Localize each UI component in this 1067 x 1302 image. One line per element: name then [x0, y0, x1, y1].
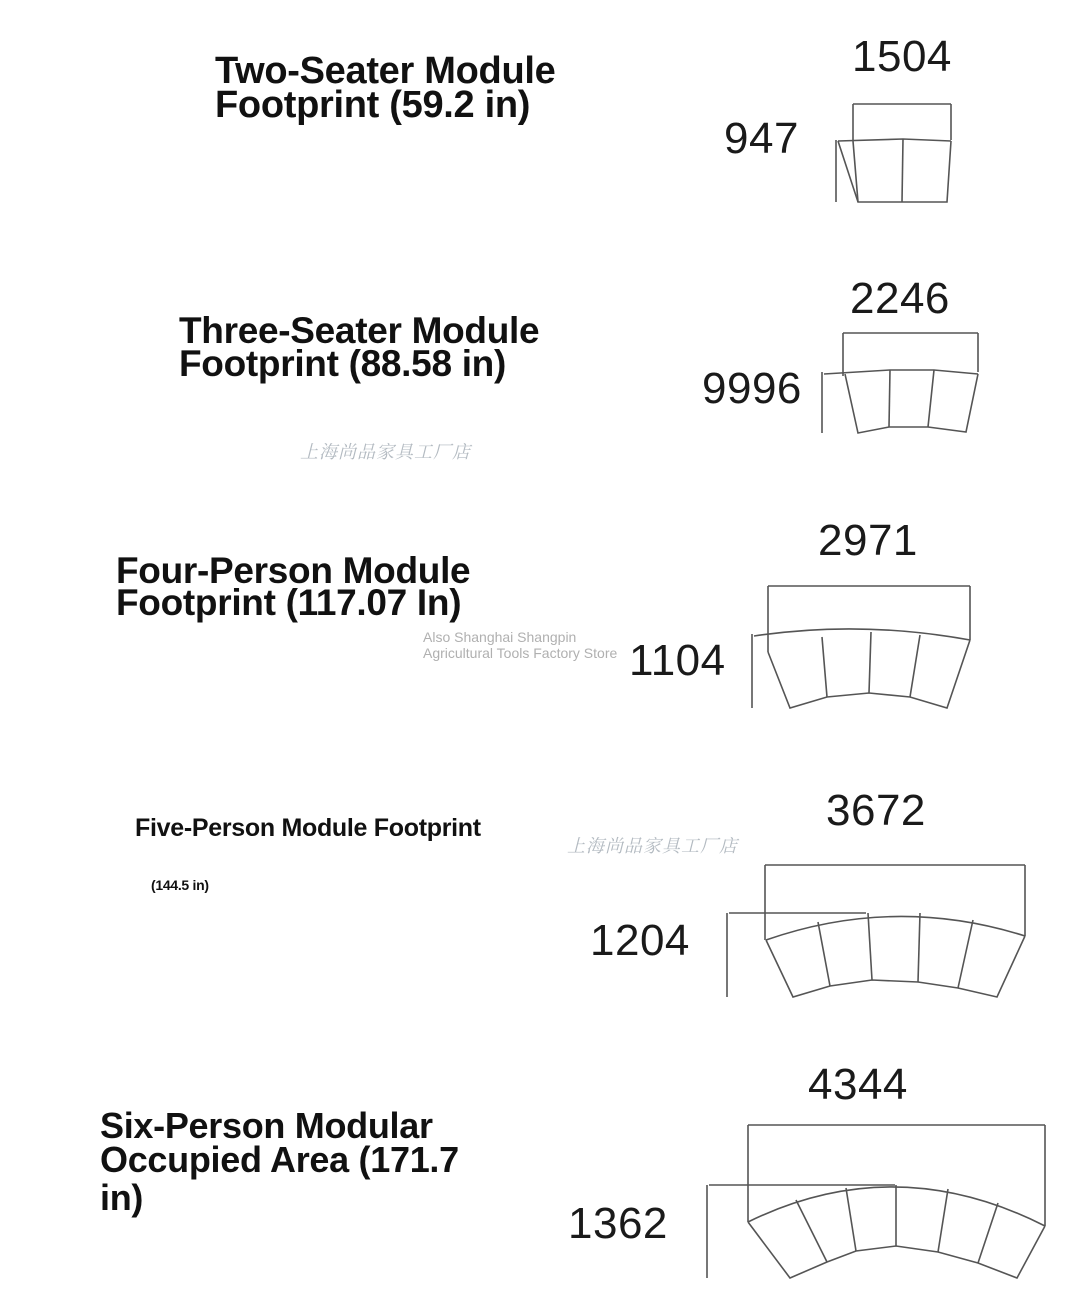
width-dimension-label: 3672 — [826, 786, 926, 835]
title-line: Footprint (117.07 In) — [116, 582, 462, 623]
title-line: Two-Seater Module — [215, 50, 556, 92]
title-line: Three-Seater Module — [179, 310, 540, 351]
width-dimension-label: 2971 — [818, 516, 918, 565]
width-dimension-label: 4344 — [808, 1060, 908, 1109]
depth-dimension-label: 1204 — [590, 916, 690, 965]
title-line: Occupied Area (171.7 — [100, 1139, 459, 1180]
depth-dimension-label: 1362 — [568, 1199, 668, 1248]
title-line: Footprint (59.2 in) — [215, 84, 531, 126]
title-line: in) — [100, 1177, 144, 1218]
title-line: Four-Person Module — [116, 550, 471, 591]
depth-dimension-label: 947 — [724, 114, 799, 163]
chinese-watermark: 上海尚品家具工厂店 — [567, 836, 738, 857]
width-dimension-label: 2246 — [850, 274, 950, 323]
watermark-line: Agricultural Tools Factory Store — [423, 645, 618, 661]
title-line: Six-Person Modular — [100, 1105, 433, 1146]
width-dimension-label: 1504 — [852, 32, 952, 81]
module-subtitle: (144.5 in) — [151, 877, 209, 893]
title-line: Footprint (88.58 in) — [179, 343, 507, 384]
chinese-watermark: 上海尚品家具工厂店 — [300, 442, 471, 463]
title-line: Five-Person Module Footprint — [135, 814, 481, 842]
depth-dimension-label: 1104 — [629, 636, 726, 685]
watermark-line: Also Shanghai Shangpin — [423, 629, 577, 645]
depth-dimension-label: 9996 — [702, 364, 802, 413]
